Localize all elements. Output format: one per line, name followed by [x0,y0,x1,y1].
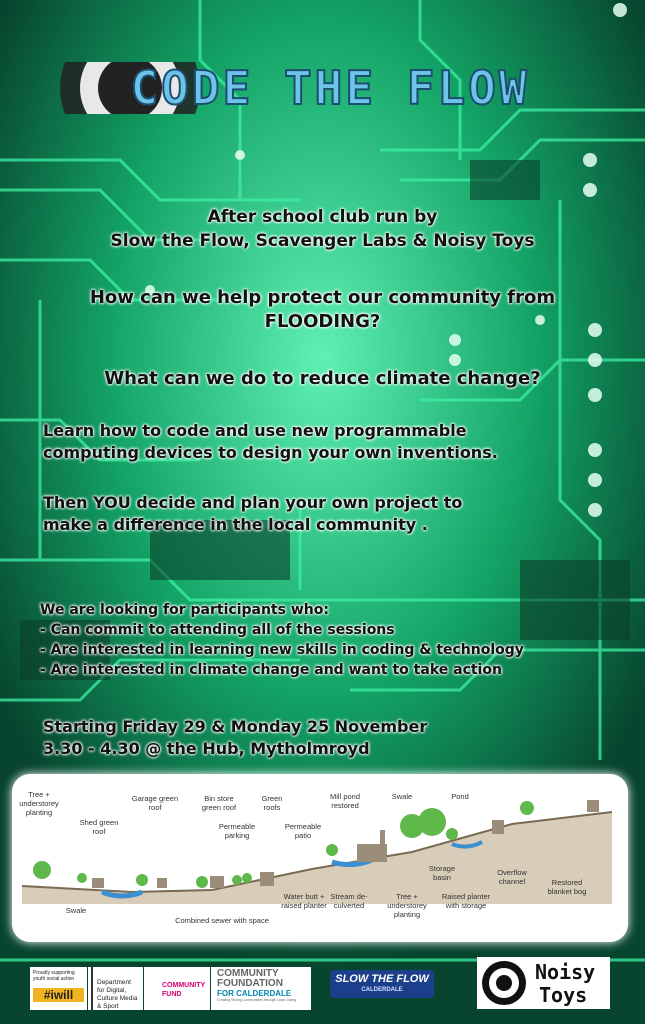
participants-heading: We are looking for participants who: [40,602,329,618]
label-storage-basin: Storage basin [428,864,456,882]
code-the-flow-title [40,62,620,114]
label-swale-top: Swale [391,792,413,801]
intro-line-1: After school club run by [207,207,438,227]
community-fund-logo [144,967,210,1010]
label-permeable-parking: Permeable parking [218,822,256,840]
cfc-line-1: COMMUNITY [217,968,279,979]
cfc-line-3: FOR CALDERDALE [217,989,292,998]
participant-item: - Are interested in climate change and want to take action [40,662,502,678]
catchment-diagram [12,774,628,942]
slow-the-flow-logo [330,970,434,998]
decide-line-1: Then YOU decide and plan your own project to [43,493,463,512]
label-stream: Stream de-culverted [330,892,368,910]
landscape-illustration [12,774,628,942]
label-pond: Pond [451,792,469,801]
label-overflow: Overflow channel [497,868,527,886]
learn-line-2: computing devices to design your own inventions. [43,443,498,462]
label-green-roofs: Green roofs [261,794,283,812]
label-mill-pond: Mill pond restored [329,792,360,810]
schedule-line-2: 3.30 - 4.30 @ the Hub, Mytholmroyd [43,739,370,758]
label-bin-store: Bin store green roof [201,794,237,812]
community-foundation-logo [211,967,311,1010]
iwill-logo [30,967,87,1010]
label-restored-bog: Restored blanket bog [547,878,587,896]
noisy-toys-reel-icon [480,959,528,1007]
question-flooding [0,286,645,334]
toys-text: Toys [539,983,588,1007]
community-fund-text: COMMUNITY FUND [162,982,206,998]
question-climate: What can we do to reduce climate change? [104,368,541,389]
label-tree-planting-2: Tree + understorey planting [387,892,427,919]
schedule-line-1: Starting Friday 29 & Monday 25 November [43,717,428,736]
decide-block [43,492,462,536]
stf-line-2: CALDERDALE [361,987,403,993]
label-raised-planter: Raised planter with storage [441,892,491,910]
iwill-mark: #iwill [33,988,84,1002]
label-swale-bottom: Swale [65,906,87,915]
label-tree-planting: Tree + understorey planting [19,790,59,817]
label-permeable-patio: Permeable patio [284,822,322,840]
title-text: CODE THE FLOW [130,62,530,114]
decide-line-2: make a difference in the local community . [43,515,428,534]
noisy-toys-logo [477,957,610,1009]
dcms-logo [88,967,143,1010]
intro-line-2: Slow the Flow, Scavenger Labs & Noisy Toys [110,231,535,251]
question-1-line-2: FLOODING? [264,311,381,332]
cfc-line-2: FOUNDATION [217,978,283,989]
participant-item: - Are interested in learning new skills in coding & technology [40,642,524,658]
label-shed: Shed green roof [79,818,119,836]
noisy-text: Noisy [535,960,596,984]
label-water-butt: Water butt + raised planter [281,892,327,910]
stf-line-1: SLOW THE FLOW [335,973,429,985]
label-combined-sewer: Combined sewer with space [175,916,269,925]
participant-item: - Can commit to attending all of the sessions [40,622,395,638]
iwill-tagline: Proudly supporting youth social action [33,970,75,982]
participants-block [40,600,524,680]
dcms-text: Department for Digital, Culture Media & Sport [91,967,143,1011]
learn-line-1: Learn how to code and use new programmable [43,421,467,440]
learn-block [43,420,498,464]
intro-block [0,205,645,253]
schedule-block [43,716,427,760]
label-garage: Garage green roof [131,794,179,812]
question-1-line-1: How can we help protect our community from [89,287,556,308]
cfc-tagline: Creating Strong Communities through Local Giving [217,998,296,1002]
